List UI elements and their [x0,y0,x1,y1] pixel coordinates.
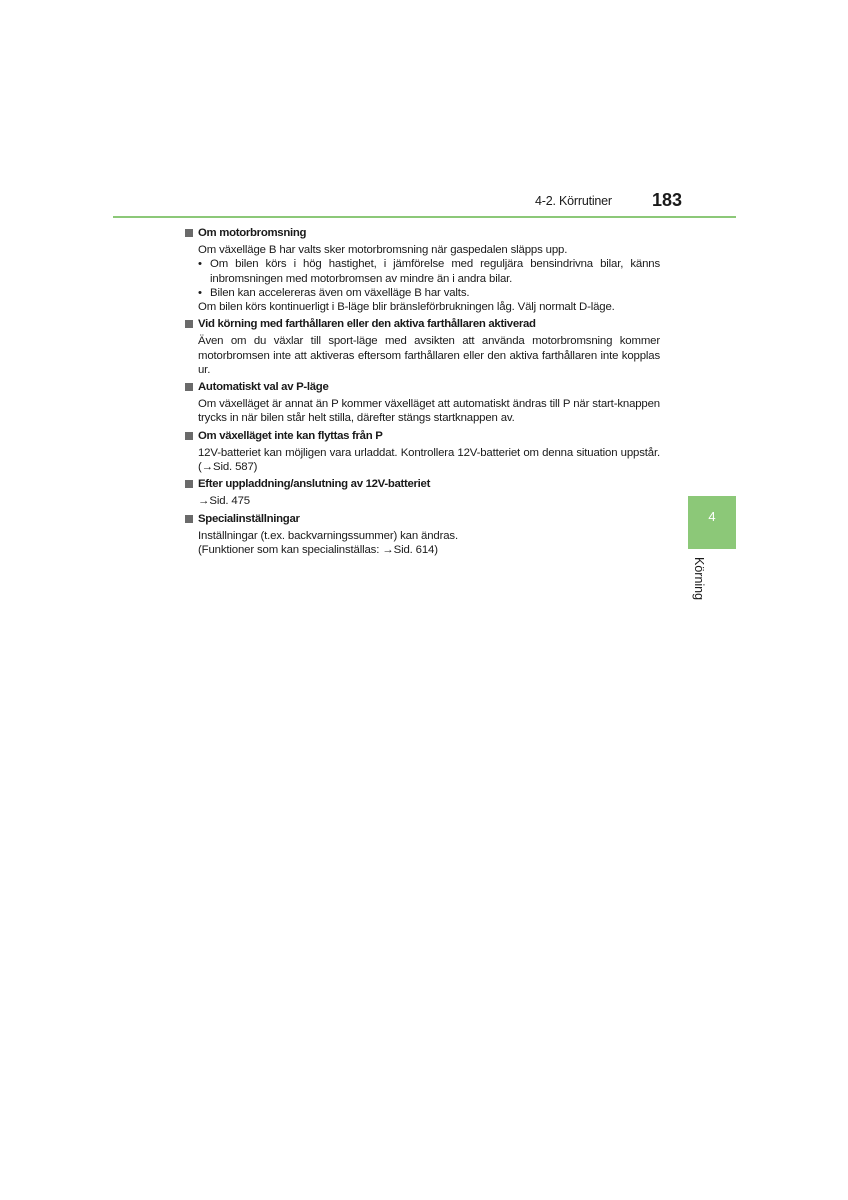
square-bullet-icon [185,480,193,488]
heading-text: Vid körning med farthållaren eller den aktiva farthållaren aktiverad [198,318,536,331]
page-reference-link[interactable]: Sid. 587) [213,461,258,474]
page-number: 183 [652,190,683,210]
paragraph [184,543,660,557]
list-item [184,286,660,300]
list-item [184,257,660,285]
page-reference-link[interactable]: Sid. 614) [393,544,438,557]
list-item-text: Bilen kan accelereras även om växelläge B har valts. [210,286,470,299]
paragraph-text: 12V-batteriet kan möjligen vara urladdat. Kontrollera 12V-batteriet om denna situation uppstår. ( [198,446,660,474]
chapter-tab: 4 [688,496,736,549]
section-heading-auto-p [184,380,660,394]
section-heading-cruise-control [184,317,660,331]
heading-text: Efter uppladdning/anslutning av 12V-batteriet [198,478,431,491]
square-bullet-icon [185,383,193,391]
square-bullet-icon [185,320,193,328]
chapter-label: Körning [692,557,706,601]
page-reference-link[interactable]: Sid. 475 [209,495,250,508]
page-content [184,226,660,557]
header-divider [113,216,736,218]
paragraph: Om växelläget är annat än P kommer växelläget att automatiskt ändras till P när start-knappen trycks in när bilen står helt stilla, därefter stängs startknappen av. [198,398,660,425]
heading-text: Automatiskt val av P-läge [198,381,329,394]
arrow-right-icon: → [201,461,214,474]
section-title: 4-2. Körrutiner [535,194,612,208]
section-heading-battery [184,477,660,491]
arrow-right-icon: → [382,544,394,557]
paragraph-text: (Funktioner som kan specialinställas: [198,544,383,557]
section-heading-engine-braking [184,226,660,240]
paragraph: Om växelläge B har valts sker motorbromsning när gaspedalen släpps upp. [198,244,568,257]
paragraph: Inställningar (t.ex. backvarningssummer) kan ändras. [198,529,458,542]
heading-text: Om växelläget inte kan flyttas från P [198,429,383,442]
arrow-right-icon: → [198,495,210,508]
heading-text: Om motorbromsning [198,227,307,239]
section-heading-shift-stuck [184,429,660,443]
paragraph [184,494,660,508]
section-heading-customization [184,512,660,526]
heading-text: Specialinställningar [198,512,300,525]
paragraph: Även om du växlar till sport-läge med avsikten att använda motorbromsning kommer motorbromsen inte att aktiveras eftersom farthållaren eller den aktiva farthållaren inte kopplas ur. [198,335,660,376]
paragraph: Om bilen körs kontinuerligt i B-läge blir bränsleförbrukningen låg. Välj normalt D-läge. [198,301,615,314]
list-item-text: Om bilen körs i hög hastighet, i jämförelse med reguljära bensindrivna bilar, känns inbromsningen med motorbromsen av mindre än i andra bilar. [210,258,660,285]
bullet-dot-icon: • [198,258,202,271]
square-bullet-icon [185,515,193,523]
square-bullet-icon [185,432,193,440]
bullet-dot-icon: • [198,286,202,299]
square-bullet-icon [185,229,193,237]
paragraph [184,446,660,474]
